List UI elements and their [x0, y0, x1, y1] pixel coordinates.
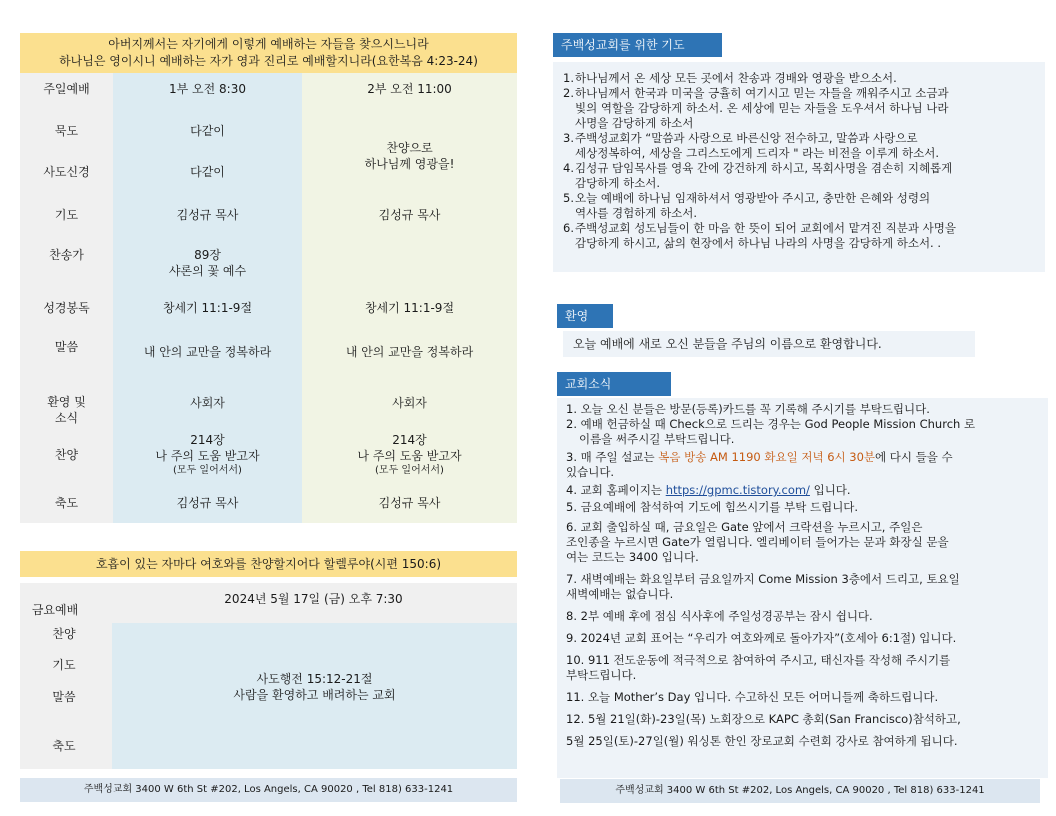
prayer-item-number: 4. — [563, 161, 574, 175]
row-label-welcome-news — [20, 394, 113, 426]
first-scripture: 창세기 11:1-9절 — [162, 301, 253, 315]
first-praise-title: 나 주의 도움 받고자 — [155, 449, 260, 463]
news-line: 7. 새벽예배는 화요일부터 금요일까지 Come Mission 3층에서 드리고, 토요일 — [566, 572, 960, 586]
row-label-scripture: 성경봉독 — [43, 301, 90, 315]
prayer-item — [563, 71, 1033, 86]
news-item-4-pre: 4. 교회 홈페이지는 — [566, 483, 666, 497]
first-sermon: 내 안의 교만을 정복하라 — [143, 345, 272, 359]
news-item-4-post: 입니다. — [809, 483, 851, 497]
first-hymn-title: 샤론의 꽃 예수 — [168, 264, 247, 278]
first-hymn — [113, 247, 302, 279]
prayer-item-line: 사명을 감당하게 하소서 — [575, 116, 694, 130]
news-header: 교회소식 — [557, 372, 671, 396]
second-praise-glory — [302, 140, 517, 172]
top-banner — [20, 33, 517, 73]
news-item-5: 5. 금요예배에 참석하여 기도에 힘쓰시기를 부탁 드립니다. — [566, 500, 859, 514]
second-praise-title: 나 주의 도움 받고자 — [357, 449, 462, 463]
prayer-box — [553, 62, 1045, 272]
news-item-1: 1. 오늘 오신 분들은 방문(등록)카드를 꼭 기록해 주시기를 부탁드립니다. — [566, 402, 930, 416]
news-item-2-line1: 2. 예배 헌금하실 때 Check으로 드리는 경우는 God People Mission Church 로 — [566, 417, 976, 431]
second-scripture: 창세기 11:1-9절 — [364, 301, 455, 315]
second-praise-line2: 하나님께 영광을! — [364, 157, 455, 171]
news-item-7 — [566, 572, 1040, 602]
row-label-hymn: 찬송가 — [49, 248, 84, 262]
first-service-time: 1부 오전 8:30 — [169, 82, 246, 96]
footer-address-right: 주백성교회 3400 W 6th St #202, Los Angels, CA 90020 , Tel 818) 633-1241 — [560, 779, 1040, 803]
second-praise-number: 214장 — [392, 433, 427, 447]
sunday-service-title: 주일예배 — [43, 82, 90, 96]
news-line: 6. 교회 출입하실 때, 금요일은 Gate 앞에서 크락션을 누르시고, 주일은 — [566, 520, 923, 534]
second-benediction: 김성규 목사 — [378, 496, 441, 510]
first-prayer: 김성규 목사 — [176, 208, 239, 222]
prayer-list — [563, 71, 1033, 251]
news-item-12-line2: 5월 25일(토)-27일(월) 워싱톤 한인 장로교회 수련회 강사로 참여하게 됩니다. — [566, 734, 958, 748]
first-benediction: 김성규 목사 — [176, 496, 239, 510]
row-label-benediction: 축도 — [54, 496, 79, 510]
news-item-11: 11. 오늘 Mother’s Day 입니다. 수고하신 모든 어머니들께 축하드립니다. — [566, 690, 939, 704]
friday-label-sermon: 말씀 — [52, 690, 76, 704]
first-praise — [113, 432, 302, 477]
row-label-silent-prayer: 묵도 — [54, 124, 79, 138]
news-item-12-line1: 12. 5월 21일(화)-23일(목) 노회장으로 KAPC 총회(San Francisco)참석하고, — [566, 712, 961, 726]
friday-label-praise: 찬양 — [52, 627, 76, 641]
prayer-item-number: 6. — [563, 221, 574, 235]
second-prayer: 김성규 목사 — [378, 208, 441, 222]
friday-label-benediction: 축도 — [52, 739, 76, 753]
friday-title: 금요예배 — [31, 603, 79, 617]
first-praise-note: (모두 일어서서) — [173, 465, 242, 476]
news-item-4 — [566, 483, 1040, 498]
friday-service-box — [20, 583, 517, 769]
praise-banner: 호흡이 있는 자마다 여호와를 찬양할지어다 할렐루야(시편 150:6) — [20, 551, 517, 577]
prayer-header: 주백성교회를 위한 기도 — [553, 33, 722, 57]
prayer-item — [563, 161, 1033, 191]
welcome-text: 오늘 예배에 새로 오신 분들을 주님의 이름으로 환영합니다. — [563, 331, 975, 357]
friday-sermon-title: 사람을 환영하고 배려하는 교회 — [233, 688, 396, 702]
news-line: 부탁드립니다. — [566, 668, 637, 682]
prayer-item-number: 2. — [563, 86, 574, 100]
second-welcome: 사회자 — [392, 396, 427, 410]
prayer-item — [563, 221, 1033, 251]
first-welcome: 사회자 — [190, 396, 225, 410]
news-item-3-post: 에 다시 들을 수 — [875, 450, 953, 464]
footer-address-left: 주백성교회 3400 W 6th St #202, Los Angels, CA 90020 , Tel 818) 633-1241 — [20, 778, 517, 802]
prayer-item — [563, 191, 1033, 221]
friday-label-prayer: 기도 — [52, 658, 76, 672]
prayer-item-line: 감당하게 하시고, 삶의 현장에서 하나님 나라의 사명을 감당하게 하소서. . — [575, 236, 942, 250]
news-item-3-pre: 3. 매 주일 설교는 — [566, 450, 659, 464]
prayer-item-line: 역사를 경험하게 하소서. — [575, 206, 698, 220]
news-line: 여는 코드는 3400 입니다. — [566, 550, 699, 564]
prayer-item-line: 주백성교회가 “말씀과 사랑으로 바른신앙 전수하고, 말씀과 사랑으로 — [575, 131, 918, 145]
news-line: 조인종을 누르시면 Gate가 열립니다. 엘리베이터 들어가는 문과 화장실 문을 — [566, 535, 949, 549]
top-banner-line1: 아버지께서는 자기에게 이렇게 예배하는 자들을 찾으시느니라 — [108, 37, 429, 51]
prayer-item-line: 감당하게 하소서. — [575, 176, 661, 190]
prayer-item-number: 5. — [563, 191, 574, 205]
news-item-10 — [566, 653, 1040, 683]
news-box — [557, 398, 1048, 778]
row-label-prayer: 기도 — [54, 208, 79, 222]
prayer-item-line: 오늘 예배에 하나님 임재하셔서 영광받아 주시고, 충만한 은혜와 성령의 — [575, 191, 931, 205]
first-creed: 다같이 — [190, 165, 225, 179]
friday-scripture: 사도행전 15:12-21절 — [256, 672, 373, 686]
prayer-item-line: 하나님께서 온 세상 모든 곳에서 찬송과 경배와 영광을 받으소서. — [575, 71, 897, 85]
prayer-item-line: 세상정복하여, 세상을 그리스도에게 드리자 " 라는 비전을 이루게 하소서. — [575, 146, 940, 160]
prayer-item-line: 김성규 담임목사를 영육 간에 강건하게 하시고, 목회사명을 겸손히 지혜롭게 — [575, 161, 953, 175]
welcome-news-label-line2: 소식 — [54, 411, 79, 425]
first-praise-number: 214장 — [190, 433, 225, 447]
welcome-news-label-line1: 환영 및 — [47, 395, 86, 409]
second-praise-line1: 찬양으로 — [386, 141, 433, 155]
prayer-item-line: 빛의 역할을 감당하게 하소서. 온 세상에 믿는 자들을 도우셔서 하나님 나라 — [575, 101, 949, 115]
row-label-sermon: 말씀 — [54, 340, 79, 354]
second-praise-note: (모두 일어서서) — [375, 465, 444, 476]
prayer-item — [563, 131, 1033, 161]
news-item-3 — [566, 450, 1040, 480]
prayer-item-line: 하나님께서 한국과 미국을 긍휼히 여기시고 믿는 자들을 깨워주시고 소금과 — [575, 86, 949, 100]
news-line: 새벽예배는 없습니다. — [566, 587, 674, 601]
second-sermon: 내 안의 교만을 정복하라 — [345, 345, 474, 359]
prayer-item-number: 1. — [563, 71, 574, 85]
radio-broadcast-time: 복음 방송 AM 1190 화요일 저녁 6시 30분 — [658, 450, 876, 464]
row-label-creed: 사도신경 — [43, 165, 90, 179]
news-item-2 — [566, 417, 1040, 447]
news-item-2-line2: 이름을 써주시길 부탁드립니다. — [579, 432, 735, 446]
second-service-time: 2부 오전 11:00 — [367, 82, 452, 96]
first-silent-prayer: 다같이 — [190, 124, 225, 138]
prayer-item-number: 3. — [563, 131, 574, 145]
top-banner-line2: 하나님은 영이시니 예배하는 자가 영과 진리로 예배할지니라(요한복음 4:23-24) — [59, 54, 478, 68]
second-praise — [302, 432, 517, 477]
friday-sermon-block — [112, 671, 517, 703]
friday-date: 2024년 5월 17일 (금) 오후 7:30 — [224, 592, 403, 606]
sunday-service-table — [20, 73, 517, 523]
welcome-header: 환영 — [557, 304, 613, 328]
prayer-item-line: 주백성교회 성도님들이 한 마음 한 뜻이 되어 교회에서 맡겨진 직분과 사명을 — [575, 221, 956, 235]
prayer-item — [563, 86, 1033, 131]
news-item-6 — [566, 520, 1040, 565]
row-label-praise: 찬양 — [54, 448, 79, 462]
news-item-8: 8. 2부 예배 후에 점심 식사후에 주일성경공부는 잠시 쉽니다. — [566, 609, 873, 623]
news-item-3-line2: 있습니다. — [566, 465, 615, 479]
news-item-9: 9. 2024년 교회 표어는 “우리가 여호와께로 돌아가자”(호세아 6:1절) 입니다. — [566, 631, 957, 645]
first-hymn-number: 89장 — [194, 248, 221, 262]
news-line: 10. 911 전도운동에 적극적으로 참여하여 주시고, 태신자를 작성해 주시기를 — [566, 653, 951, 667]
homepage-link[interactable]: https://gpmc.tistory.com/ — [665, 483, 810, 497]
